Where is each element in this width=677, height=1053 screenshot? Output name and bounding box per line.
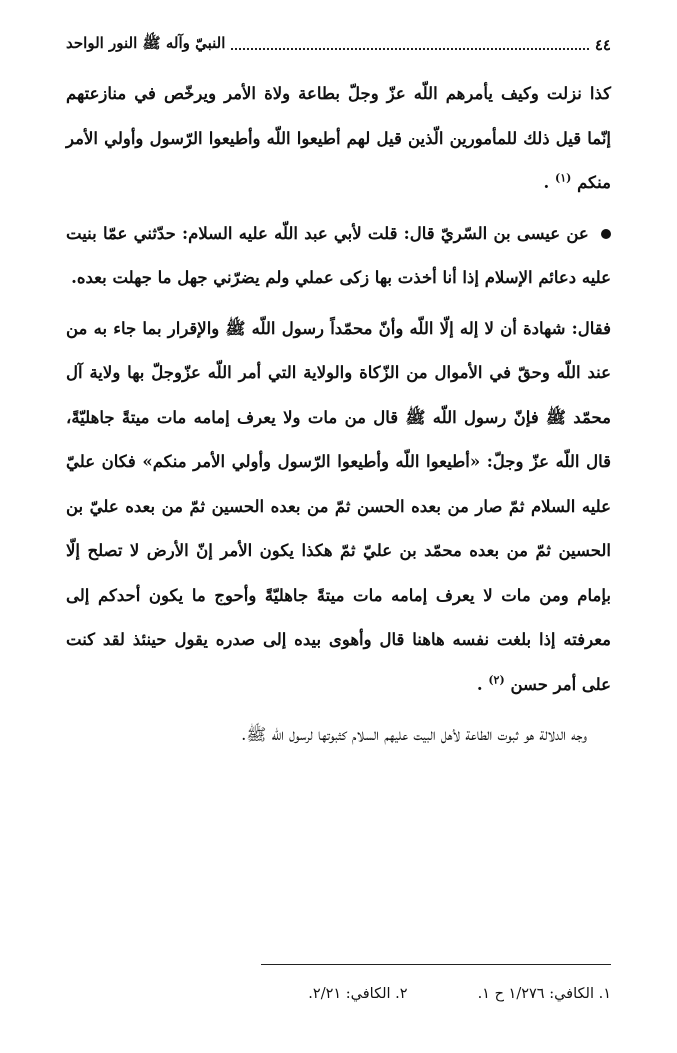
paragraph-4-text: وجه الدلالة هو ثبوت الطاعة لأهل البيت عليهم السلام كثبوتها لرسول اللّه ﷺ. (241, 725, 587, 744)
footnote-separator (261, 964, 611, 965)
paragraph-2-text: عن عيسى بن السّريّ قال: قلت لأبي عبد اللّه عليه السلام: حدّثني عمّا بنيت عليه دعائم الإسلام إذا أنا أخذت بها زكى عملي ولم يضرّني جهل ما جهلت بعده. (66, 223, 611, 287)
page-number: ٤٤ (594, 36, 611, 54)
footnote-1: ١. الكافي: ١/٢٧٦ ح ١. (477, 986, 611, 1002)
paragraph-1-text: كذا نزلت وكيف يأمرهم اللّه عزّ وجلّ بطاعة ولاة الأمر ويرخّص في منازعتهم إنّما قيل ذلك للمأمورين الّذين قيل لهم أطيعوا اللّه وأطيعوا الرّسول وأولي الأمر منكم (66, 84, 611, 192)
paragraph-2 (66, 212, 611, 301)
chapter-title: النبيّ وآله ﷺ النور الواحد (66, 34, 226, 52)
footnotes (66, 982, 611, 1006)
bullet-icon (601, 229, 611, 239)
paragraph-4 (66, 713, 611, 758)
footnote-ref-2: (٢) (488, 673, 505, 686)
paragraph-3: فقال: شهادة أن لا إله إلّا اللّه وأنّ محمّداً رسول اللّه ﷺ والإقرار بما جاء به من عند اللّه وحقّ في الأموال من الزّكاة والولاية التي أمر اللّه عزّوجلّ بها ولاية آل محمّد ﷺ فإنّ رسول اللّه ﷺ قال من مات ولا يعرف إمامه مات ميتةً جاهليّةً، قال اللّه عزّ وجلّ: «أطيعوا اللّه وأطيعوا الرّسول وأولي الأمر منكم» فكان عليّ عليه السلام ثمّ صار من بعده الحسن ثمّ من بعده الحسين ثمّ من بعده عليّ بن الحسين ثمّ من بعده محمّد بن عليّ ثمّ هكذا يكون الأمر إنّ الأرض لا تصلح إلّا بإمام ومن مات لا يعرف إمامه مات ميتةً جاهليّةً وأحوج ما يكون أحدكم إلى معرفته إذا بلغت نفسه هاهنا قال وأهوى بيده إلى صدره يقول حينئذ لقد كنت على أمر حسن $^{(٢)}$ . (66, 318, 611, 694)
page-body (66, 72, 611, 758)
paragraph-3-text: فقال: شهادة أن لا إله إلّا اللّه وأنّ محمّداً رسول اللّه ﷺ والإقرار بما جاء به من عند اللّه وحقّ في الأموال من الزّكاة والولاية التي أمر اللّه عزّوجلّ بها ولاية آل محمّد ﷺ فإنّ رسول اللّه ﷺ قال من مات ولا يعرف إمامه مات ميتةً جاهليّةً، قال اللّه عزّ وجلّ: «أطيعوا اللّه وأطيعوا الرّسول وأولي الأمر منكم» فكان عليّ عليه السلام ثمّ صار من بعده الحسن ثمّ من بعده الحسين ثمّ من بعده عليّ بن الحسين ثمّ من بعده محمّد بن عليّ ثمّ هكذا يكون الأمر إنّ الأرض لا تصلح إلّا بإمام ومن مات لا يعرف إمامه مات ميتةً جاهليّةً وأحوج ما يكون أحدكم إلى معرفته إذا بلغت نفسه هاهنا قال وأهوى بيده إلى صدره يقول حينئذ لقد كنت على أمر حسن (66, 318, 611, 694)
footnote-2: ٢. الكافي: ٢/٢١. (308, 986, 408, 1002)
running-header (66, 30, 611, 60)
header-leader-dots (231, 48, 588, 50)
paragraph-1: كذا نزلت وكيف يأمرهم اللّه عزّ وجلّ بطاعة ولاة الأمر ويرخّص في منازعتهم إنّما قيل ذلك للمأمورين الّذين قيل لهم أطيعوا اللّه وأطيعوا الرّسول وأولي الأمر منكم $^{(١)}$ . (66, 84, 611, 192)
footnote-ref-1: (١) (554, 171, 572, 185)
